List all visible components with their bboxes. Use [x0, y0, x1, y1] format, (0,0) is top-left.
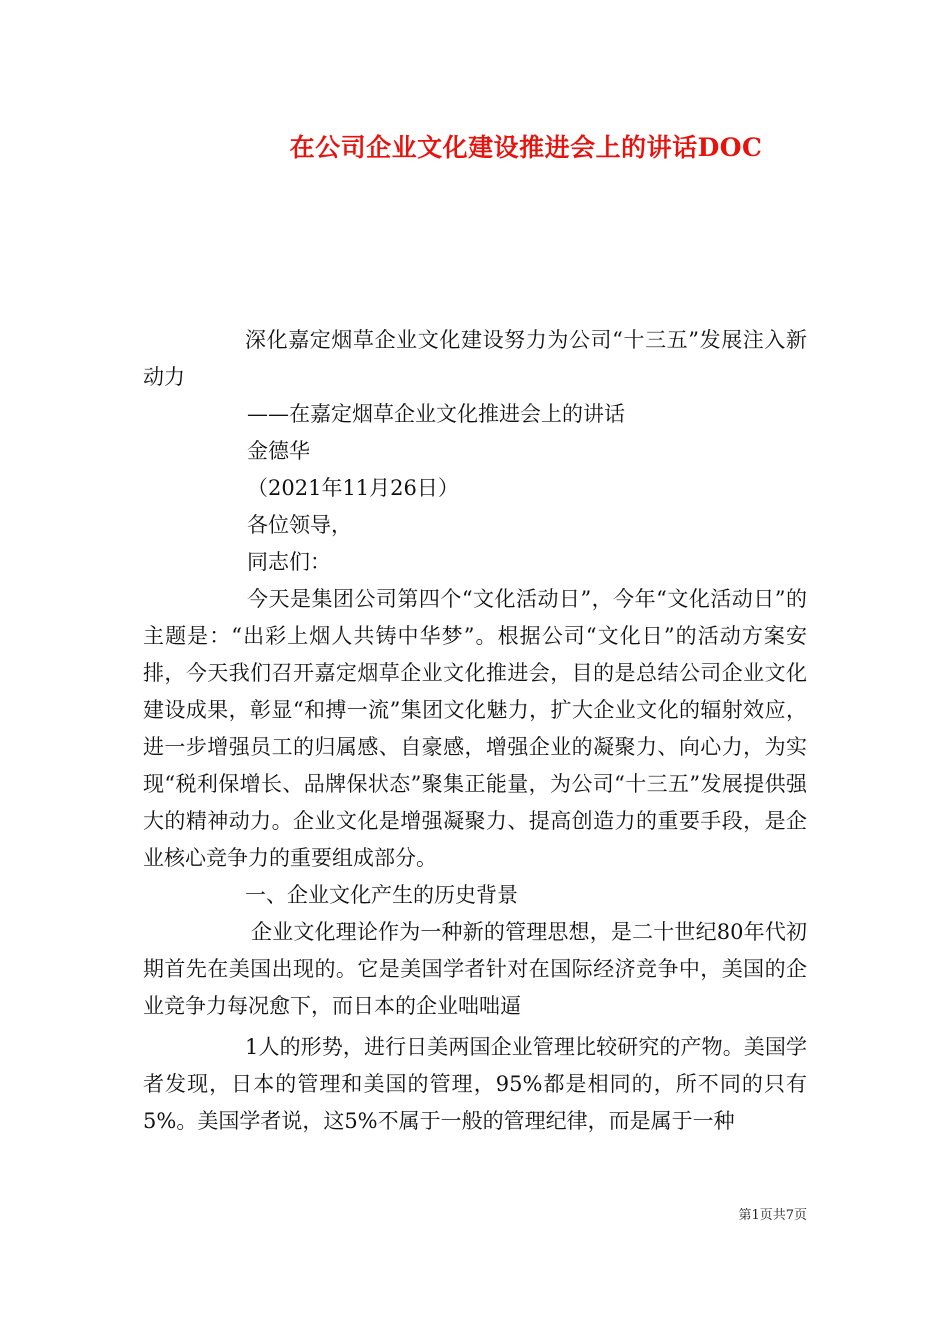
paragraph-continued: 1人的形势，进行日美两国企业管理比较研究的产物。美国学者发现，日本的管理和美国的管理，95%都是相同的，所不同的只有5%。美国学者说，这5%不属于一般的管理纪律，而是属于一种: [143, 1035, 807, 1133]
speech-heading: 深化嘉定烟草企业文化建设努力为公司“十三五”发展注入新动力: [143, 328, 807, 389]
page-indicator: 第1页共7页: [738, 1208, 807, 1223]
salutation-leaders: 各位领导，: [247, 513, 352, 537]
speech-subtitle: ——在嘉定烟草企业文化推进会上的讲话: [247, 402, 625, 426]
paragraph-background: 企业文化理论作为一种新的管理思想，是二十世纪80年代初期首先在美国出现的。它是美国学者针对在国际经济竞争中，美国的企业竞争力每况愈下，而日本的企业咄咄逼: [143, 920, 807, 1018]
salutation-comrades: 同志们：: [247, 550, 331, 574]
document-title: 在公司企业文化建设推进会上的讲话DOC: [289, 133, 763, 162]
section-heading-1: 一、企业文化产生的历史背景: [245, 883, 518, 907]
document-body: [143, 322, 807, 1140]
paragraph-opening: 今天是集团公司第四个“文化活动日”，今年“文化活动日”的主题是：“出彩上烟人共铸中华梦”。根据公司“文化日”的活动方案安排，今天我们召开嘉定烟草企业文化推进会，目的是总结公司企业文化建设成果，彰显“和搏一流”集团文化魅力，扩大企业文化的辐射效应，进一步增强员工的归属感、自豪感，增强企业的凝聚力、向心力，为实现“税利保增长、品牌保状态”聚集正能量，为公司“十三五”发展提供强大的精神动力。企业文化是增强凝聚力、提高创造力的重要手段，是企业核心竞争力的重要组成部分。: [143, 587, 807, 870]
speech-date: （2021年11月26日）: [247, 476, 459, 500]
speech-author: 金德华: [247, 439, 310, 463]
